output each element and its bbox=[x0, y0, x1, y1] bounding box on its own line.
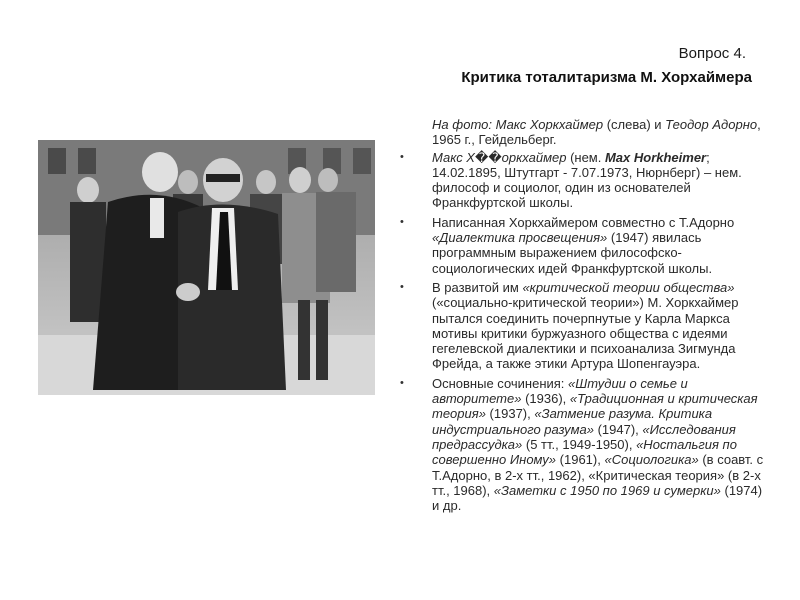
content-list bbox=[398, 117, 770, 517]
bullet4-work-6: «Социологика» bbox=[604, 452, 699, 468]
bullet4-work-7: «Заметки с 1950 по 1969 и сумерки» bbox=[493, 482, 721, 498]
bullet1-text-a: (нем. bbox=[566, 149, 605, 165]
bullet1-name-b: оркхаймер bbox=[501, 149, 567, 165]
bullet3-text-a: В развитой им bbox=[432, 279, 523, 295]
bullet-icon: • bbox=[400, 280, 404, 293]
caption-suffix: , 1965 г., Гейдельберг. bbox=[432, 117, 761, 148]
bullet-icon: • bbox=[400, 376, 404, 389]
title-block bbox=[352, 44, 752, 88]
list-item bbox=[398, 150, 770, 211]
bullet1-garbled: �� bbox=[474, 149, 502, 165]
bullet3-text-b: («социально-критической теории») М. Хоркхаймер пытался соединить почерпнутые у Карла Маркса мотивы критики буржуазного общества с идеями гегелевской диалектики и психоанализа Зигмунда Фрейда, а также этики Артура Шопенгауэра. bbox=[432, 295, 739, 372]
bullet-icon: • bbox=[400, 150, 404, 163]
bullet2-work: «Диалектика просвещения» bbox=[432, 230, 608, 246]
caption-prefix: На фото: Макс Хоркхаймер bbox=[432, 117, 604, 132]
photo bbox=[38, 140, 375, 395]
photo-caption bbox=[398, 117, 770, 148]
slide-title: Критика тоталитаризма М. Хорхаймера bbox=[461, 69, 752, 86]
bullet4-work-2: «Традиционная и критическая теория» bbox=[432, 391, 758, 422]
bullet1-german-name: Max Horkheimer bbox=[604, 149, 707, 165]
bullet3-theory: «критической теории общества» bbox=[522, 279, 735, 295]
bullet4-work-3: «Затмение разума. Критика индустриального разума» bbox=[432, 406, 713, 437]
caption-middle: (слева) и bbox=[603, 117, 666, 132]
bullet1-text-b: ; 14.02.1895, Штутгарт - 7.07.1973, Нюрнберг) – нем. философ и социолог, один из основателей Франкфуртской школы. bbox=[432, 149, 742, 211]
bullet-icon: • bbox=[400, 215, 404, 228]
bullet4-text-3: (1937), bbox=[485, 406, 535, 422]
bullet1-name-a: Макс Х bbox=[432, 149, 475, 165]
list-item bbox=[398, 280, 770, 372]
bullet2-text-a: Написанная Хоркхаймером совместно с Т.Адорно bbox=[432, 214, 735, 230]
list-item bbox=[398, 215, 770, 276]
bullet4-text-4: (1947), bbox=[593, 421, 643, 437]
bullet4-text-6: (1961), bbox=[556, 452, 605, 468]
bullet2-text-b: (1947) явилась программным выражением философско-социологических идей Франкфуртской школы. bbox=[432, 230, 713, 276]
bullet4-text-8: (1974) и др. bbox=[432, 482, 763, 514]
list-item bbox=[398, 376, 770, 514]
question-number: Вопрос 4. bbox=[678, 45, 746, 62]
bullet4-work-4: «Исследования предрассудка» bbox=[432, 421, 736, 452]
bullet4-work-1: «Штудии о семье и авторитете» bbox=[432, 375, 688, 407]
bullet4-text-5: (5 тт., 1949-1950), bbox=[522, 436, 637, 452]
bullet4-text-2: (1936), bbox=[521, 391, 570, 407]
bullet4-text-1: Основные сочинения: bbox=[432, 375, 569, 391]
caption-name: Теодор Адорно bbox=[665, 117, 758, 132]
bullet4-text-7: (в соавт. с Т.Адорно, в 2-х тт., 1962), «Критическая теория» (в 2-х тт., 1968), bbox=[432, 452, 764, 498]
bullet4-work-5: «Ностальгия по совершенно Иному» bbox=[432, 436, 737, 468]
photo-icon bbox=[38, 140, 375, 395]
